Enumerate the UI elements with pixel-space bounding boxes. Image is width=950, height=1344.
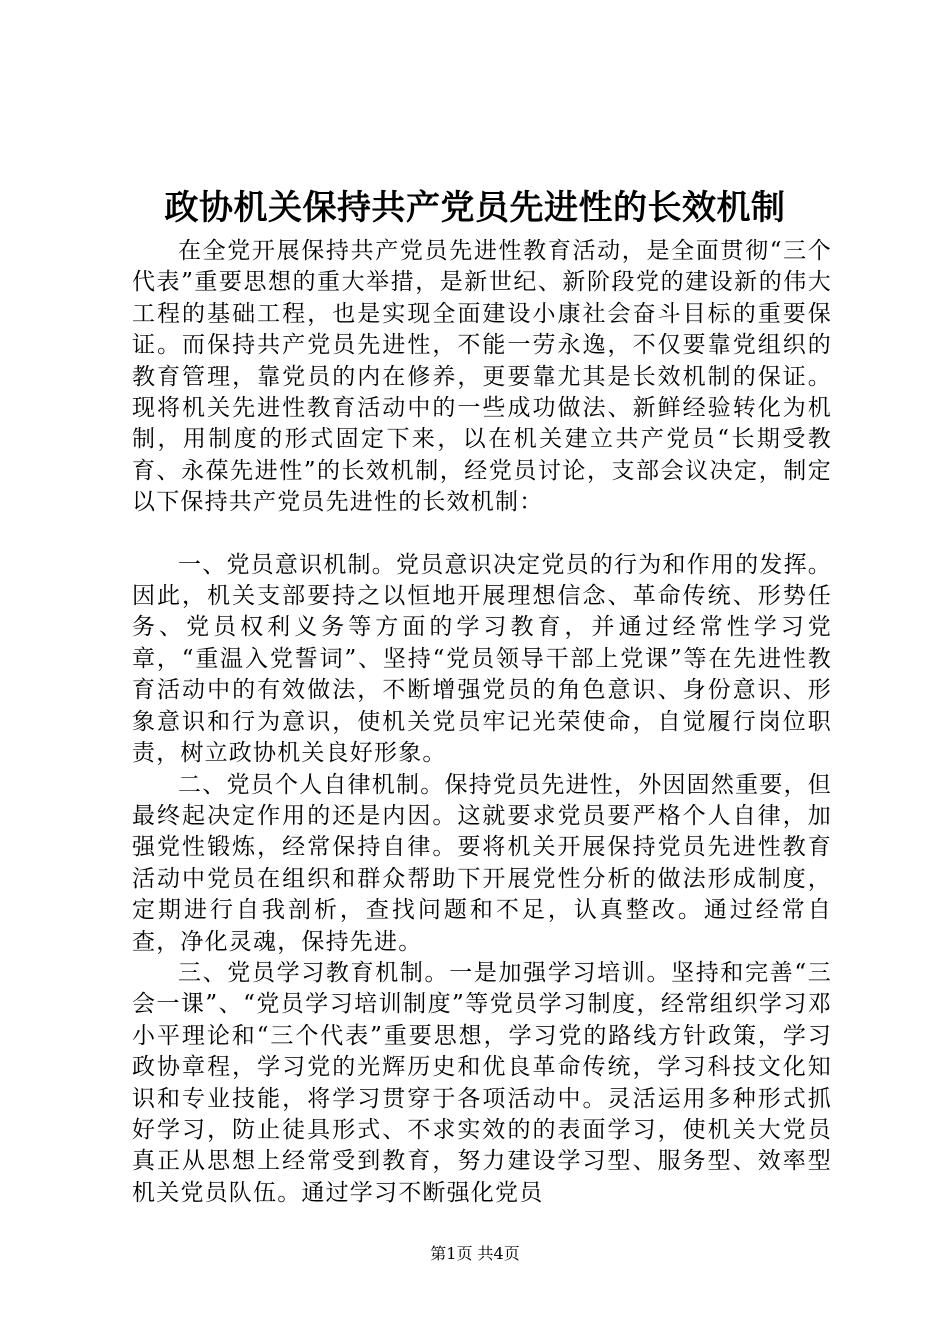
paragraph-section-2: 二、党员个人自律机制。保持党员先进性，外因固然重要，但最终起决定作用的还是内因。这就要求党员要严格个人自律，加强党性锻炼，经常保持自律。要将机关开展保持党员先进性教育活动中党员在组织和群众帮助下开展党性分析的做法形成制度，定期进行自我剖析，查找问题和不足，认真整改。通过经常自查，净化灵魂，保持先进。 bbox=[132, 771, 832, 955]
document-title: 政协机关保持共产党员先进性的长效机制 bbox=[164, 188, 786, 228]
document-body bbox=[132, 236, 832, 1209]
paragraph-section-1: 一、党员意识机制。党员意识决定党员的行为和作用的发挥。因此，机关支部要持之以恒地开展理想信念、革命传统、形势任务、党员权利义务等方面的学习教育，并通过经常性学习党章，“重温入党誓词”、坚持“党员领导干部上党课”等在先进性教育活动中的有效做法，不断增强党员的角色意识、身份意识、形象意识和行为意识，使机关党员牢记光荣使命，自觉履行岗位职责，树立政协机关良好形象。 bbox=[132, 551, 832, 767]
page-footer: 第1页 共4页 bbox=[430, 1244, 520, 1263]
paragraph-intro: 在全党开展保持共产党员先进性教育活动，是全面贯彻“三个代表”重要思想的重大举措，是新世纪、新阶段党的建设新的伟大工程的基础工程，也是实现全面建设小康社会奋斗目标的重要保证。而保持共产党员先进性，不能一劳永逸，不仅要靠党组织的教育管理，靠党员的内在修养，更要靠尤其是长效机制的保证。现将机关先进性教育活动中的一些成功做法、新鲜经验转化为机制，用制度的形式固定下来，以在机关建立共产党员“长期受教育、永葆先进性”的长效机制，经党员讨论，支部会议决定，制定以下保持共产党员先进性的长效机制： bbox=[132, 238, 832, 516]
paragraph-section-3: 三、党员学习教育机制。一是加强学习培训。坚持和完善“三会一课”、“党员学习培训制度”等党员学习制度，经常组织学习邓小平理论和“三个代表”重要思想，学习党的路线方针政策，学习政协章程，学习党的光辉历史和优良革命传统，学习科技文化知识和专业技能，将学习贯穿于各项活动中。灵活运用多种形式抓好学习，防止徒具形式、不求实效的的表面学习，使机关大党员真正从思想上经常受到教育，努力建设学习型、服务型、效率型机关党员队伍。通过学习不断强化党员 bbox=[132, 959, 832, 1206]
